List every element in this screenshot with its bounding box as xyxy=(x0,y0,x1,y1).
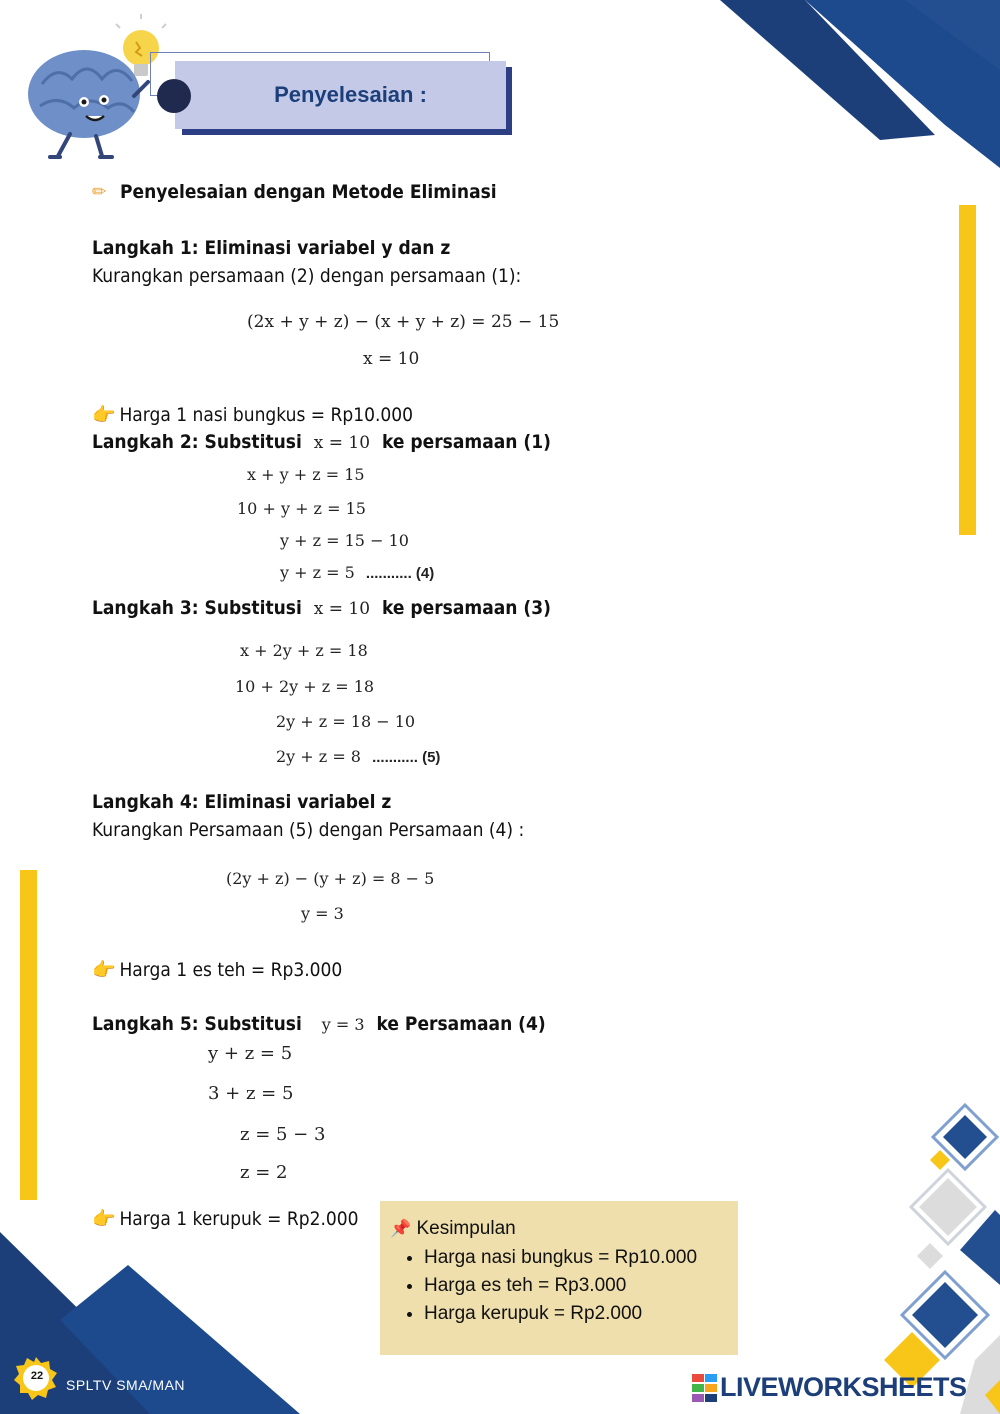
section-title-text: Penyelesaian dengan Metode Eliminasi xyxy=(119,181,497,203)
pointing-hand-icon: 👉 xyxy=(92,959,116,981)
step3-line-3: 2y + z = 18 − 10 xyxy=(276,712,416,731)
pencil-icon: ✏ xyxy=(92,181,107,203)
step4-result-text: Harga 1 es teh = Rp3.000 xyxy=(119,959,343,981)
step3-line-2: 10 + 2y + z = 18 xyxy=(235,677,375,696)
step3-line-4-text: 2y + z = 8 xyxy=(276,747,361,766)
step2-line-3: y + z = 15 − 10 xyxy=(280,531,409,550)
summary-title-text: Kesimpulan xyxy=(416,1218,516,1239)
pointing-hand-icon: 👉 xyxy=(92,1208,116,1230)
step1-instruction: Kurangkan persamaan (2) dengan persamaan (1): xyxy=(92,265,522,287)
step1-result xyxy=(92,403,413,426)
step1-result-text: Harga 1 nasi bungkus = Rp10.000 xyxy=(119,404,414,426)
pushpin-icon: 📌 xyxy=(390,1219,412,1238)
step2-title-math: x = 10 xyxy=(313,433,371,453)
summary-list xyxy=(380,1244,738,1328)
step3-equation-tag: ........... (5) xyxy=(372,749,441,766)
summary-box xyxy=(380,1201,738,1355)
pointing-hand-icon: 👉 xyxy=(92,404,116,426)
step3-title xyxy=(92,597,551,619)
step5-line-1: y + z = 5 xyxy=(208,1043,293,1064)
step1-title: Langkah 1: Eliminasi variabel y dan z xyxy=(92,237,451,259)
step2-equation-tag: ........... (4) xyxy=(365,565,435,582)
step1-equation-1: (2x + y + z) − (x + y + z) = 25 − 15 xyxy=(247,312,560,332)
step4-equation-2: y = 3 xyxy=(301,904,344,923)
liveworksheets-logo-text: LIVEWORKSHEETS xyxy=(720,1372,967,1402)
step3-title-suffix: ke persamaan (3) xyxy=(382,597,551,619)
step1-equation-2: x = 10 xyxy=(363,349,420,369)
step2-line-4-text: y + z = 5 xyxy=(280,563,355,582)
step5-line-4: z = 2 xyxy=(240,1162,288,1183)
summary-item: • Harga es teh = Rp3.000 xyxy=(424,1272,738,1300)
step5-result xyxy=(92,1207,359,1230)
step2-line-4 xyxy=(280,563,434,582)
header-dot xyxy=(157,79,191,113)
step4-instruction: Kurangkan Persamaan (5) dengan Persamaan (4) : xyxy=(92,819,525,841)
step4-equation-1: (2y + z) − (y + z) = 8 − 5 xyxy=(226,869,435,888)
liveworksheets-logo[interactable] xyxy=(692,1372,967,1403)
step5-title-math: y = 3 xyxy=(321,1015,365,1034)
footer-label: SPLTV SMA/MAN xyxy=(66,1377,186,1393)
section-title xyxy=(92,181,497,203)
summary-title xyxy=(390,1218,738,1240)
step4-title: Langkah 4: Eliminasi variabel z xyxy=(92,791,392,813)
page-title: Penyelesaian : xyxy=(274,82,427,107)
step3-title-prefix: Langkah 3: Substitusi xyxy=(92,597,302,619)
step3-line-4 xyxy=(276,747,440,766)
step5-title xyxy=(92,1013,546,1035)
summary-item: • Harga kerupuk = Rp2.000 xyxy=(424,1300,738,1328)
step2-title xyxy=(92,431,551,453)
step3-line-1: x + 2y + z = 18 xyxy=(240,641,368,660)
step2-line-2: 10 + y + z = 15 xyxy=(237,499,366,518)
step5-line-3: z = 5 − 3 xyxy=(240,1124,326,1145)
liveworksheets-logo-icon xyxy=(692,1374,718,1402)
step5-result-text: Harga 1 kerupuk = Rp2.000 xyxy=(119,1208,359,1230)
header-banner xyxy=(175,61,506,129)
step5-title-suffix: ke Persamaan (4) xyxy=(376,1013,546,1035)
step2-line-1: x + y + z = 15 xyxy=(247,465,365,484)
step4-result xyxy=(92,958,342,981)
step2-title-prefix: Langkah 2: Substitusi xyxy=(92,431,302,453)
page-number: 22 xyxy=(30,1370,44,1382)
summary-item: • Harga nasi bungkus = Rp10.000 xyxy=(424,1244,738,1272)
step5-line-2: 3 + z = 5 xyxy=(208,1083,294,1104)
step5-title-prefix: Langkah 5: Substitusi xyxy=(92,1013,302,1035)
step3-title-math: x = 10 xyxy=(313,599,371,619)
step2-title-suffix: ke persamaan (1) xyxy=(382,431,551,453)
